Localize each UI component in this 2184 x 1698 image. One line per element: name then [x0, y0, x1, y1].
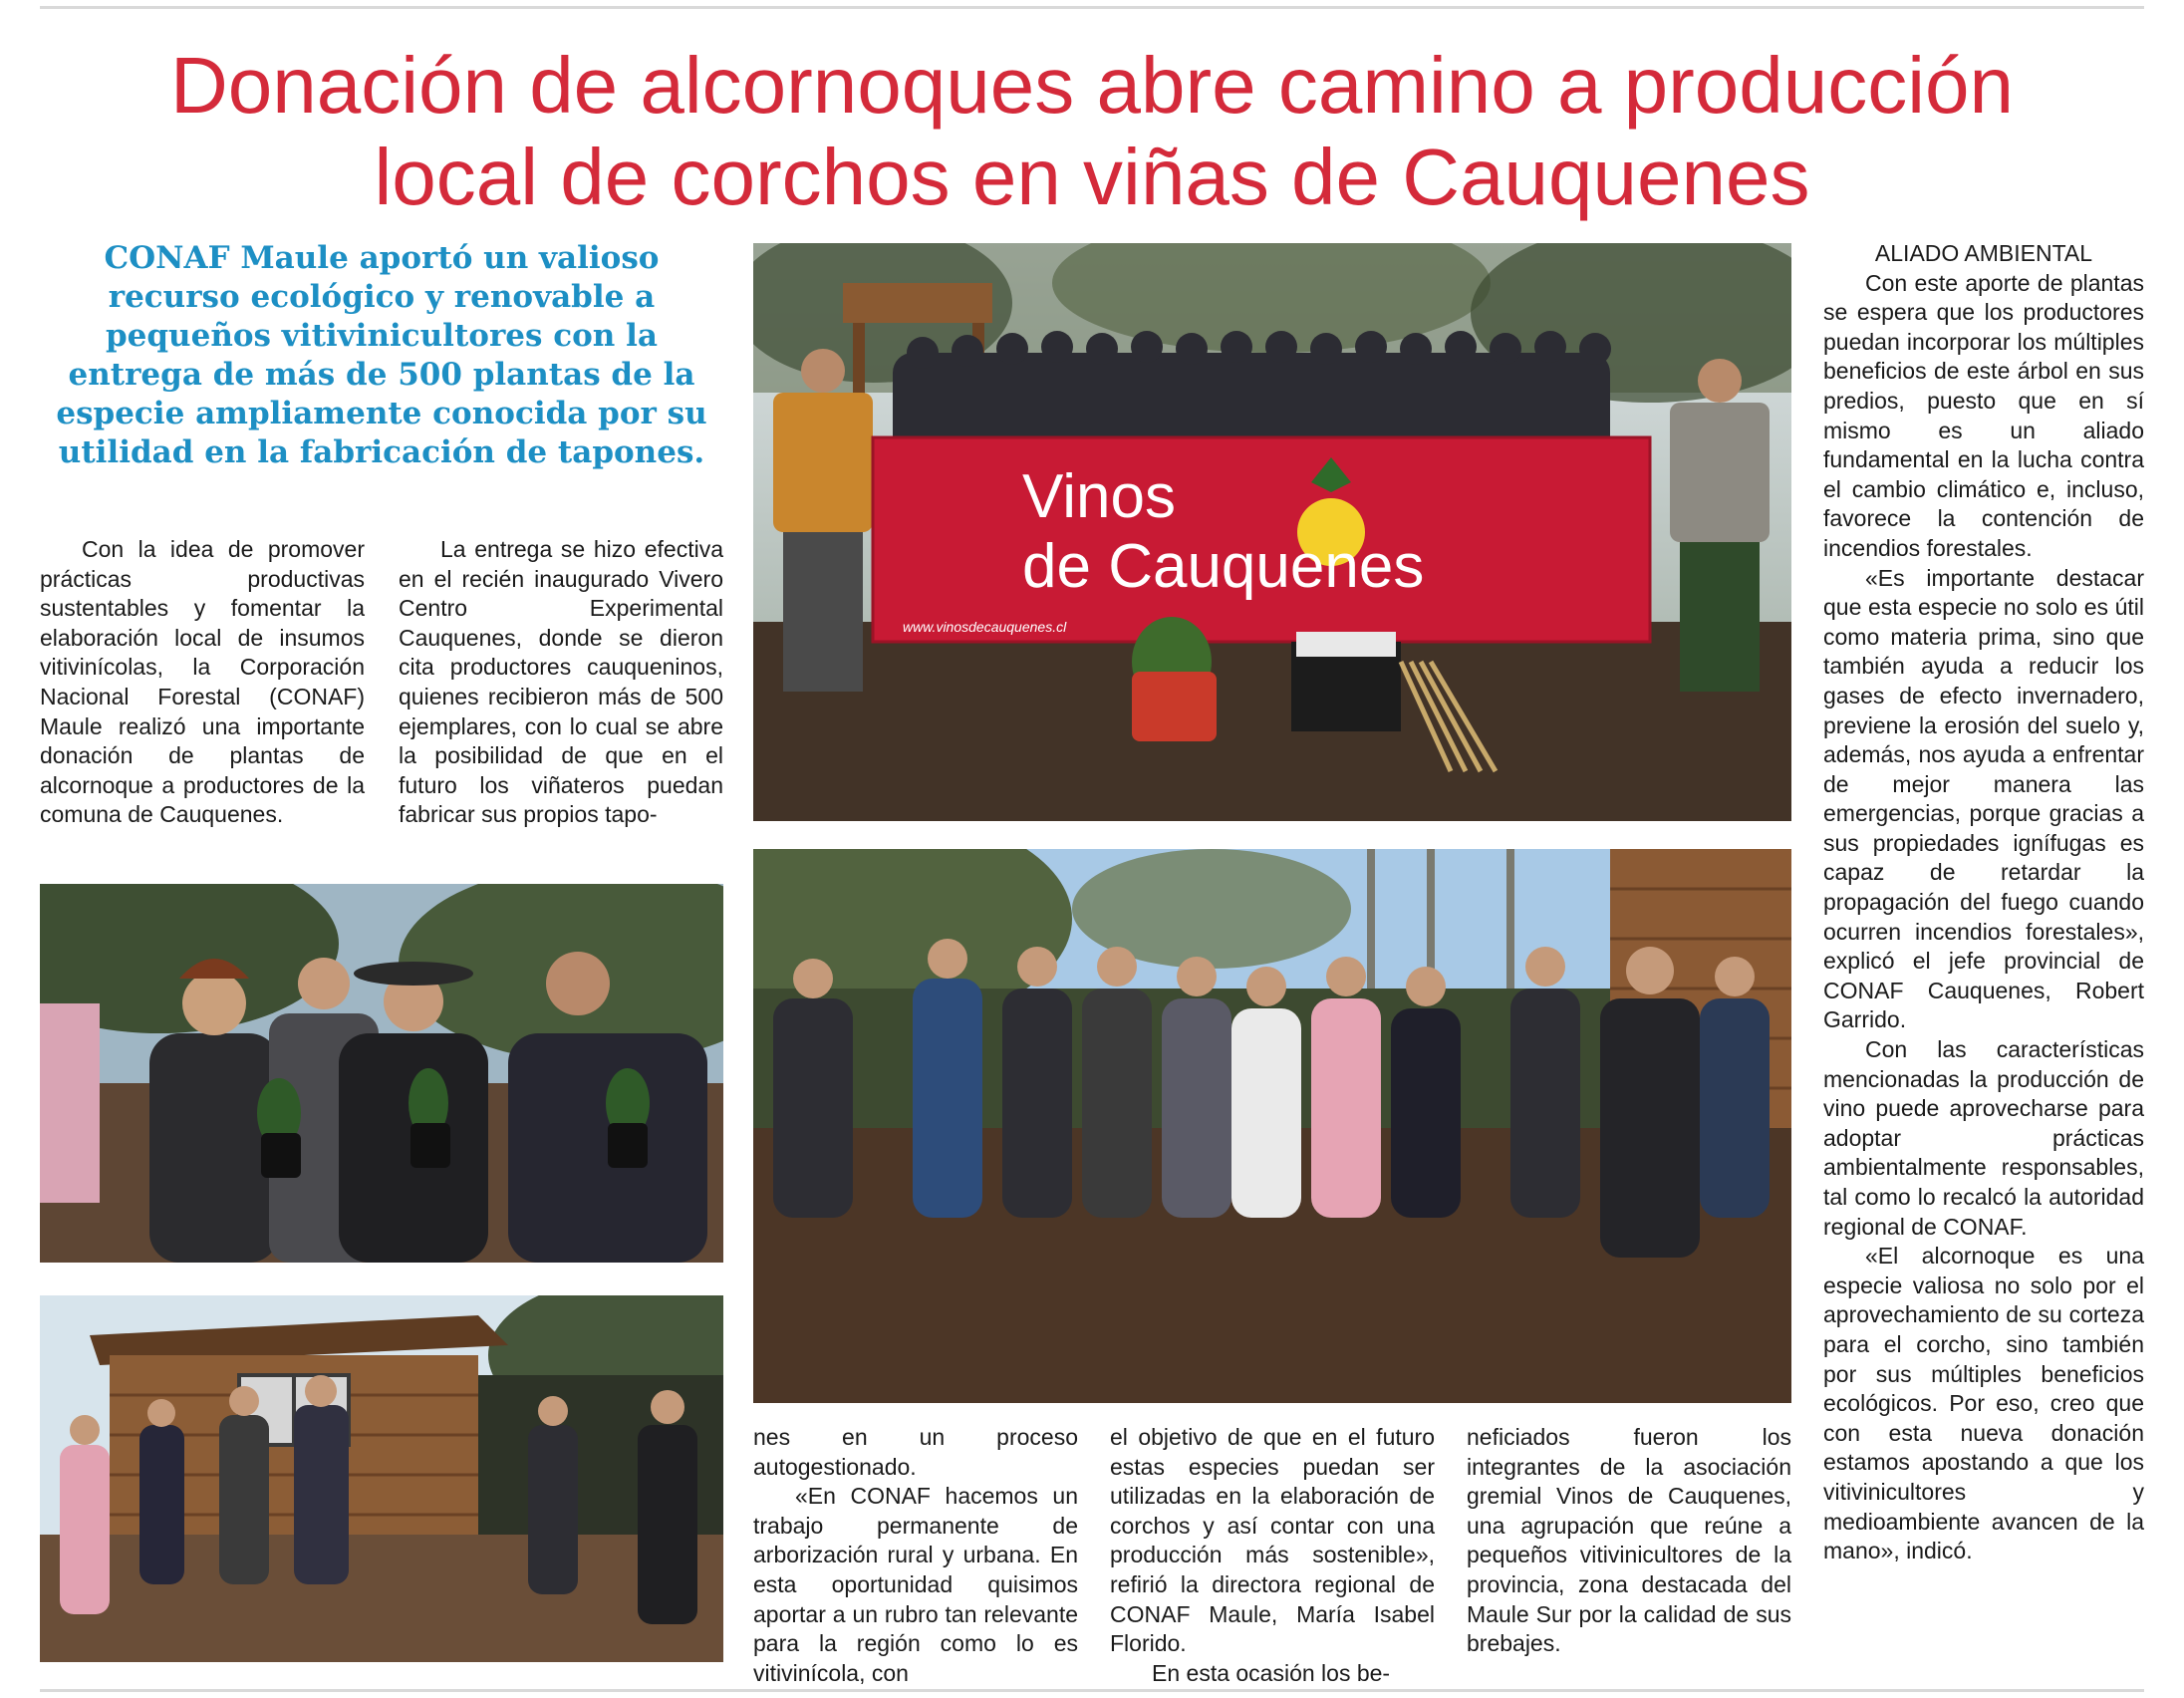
bottom-rule [40, 1689, 2144, 1692]
headline-line-2: local de corchos en viñas de Cauquenes [374, 133, 1810, 221]
paragraph: La entrega se hizo efectiva en el recién inaugurado Vivero Centro Experimental Cauquenes, donde se dieron cita productores cauqueninos, quienes recibieron más de 500 ejemplares, con lo cual se abre la posibilidad de que en el futuro los viñateros puedan fabricar sus propios tapo- [399, 536, 723, 828]
paragraph: el objetivo de que en el futuro estas especies puedan ser utilizadas en la elaboración de corchos y así contar con una producción más sostenible», refirió la directora regional de CONAF Maule, María Isabel Florido. [1110, 1424, 1435, 1657]
body-column-5 [1467, 1423, 1791, 1659]
paragraph: «Es importante destacar que esta especie no solo es útil como materia prima, sino que también ayuda a reducir los gases de efecto invernadero, previene la erosión del suelo y, además, nos ayuda a enfrentar de mejor manera las emergencias, porque gracias a sus propiedades ignífugas es capaz de retardar la propagación del fuego cuando ocurren incendios forestales», explicó el jefe provincial de CONAF Cauquenes, Robert Garrido. [1823, 564, 2144, 1033]
paragraph: Con este aporte de plantas se espera que los productores puedan incorporar los múltiples beneficios de este árbol en sus predios, puesto que en sí mismo es un aliado fundamental en la lucha contra el cambio climático e, incluso, favorece la contención de incendios forestales. [1823, 269, 2144, 561]
section-heading: ALIADO AMBIENTAL [1874, 240, 2093, 266]
photo-cabin-group [40, 1295, 723, 1662]
body-column-4 [1110, 1423, 1435, 1688]
headline [40, 40, 2144, 223]
photo-four-people [40, 884, 723, 1263]
sidebar-column [1823, 239, 2144, 1566]
headline-line-1: Donación de alcornoques abre camino a producción [169, 41, 2015, 130]
paragraph: «En CONAF hacemos un trabajo permanente de arborización rural y urbana. En esta oportunidad quisimos aportar a un rubro tan relevante para la región como lo es vitivinícola, con [753, 1483, 1078, 1686]
banner-text-line-1: Vinos [1022, 462, 1176, 531]
paragraph: neficiados fueron los integrantes de la asociación gremial Vinos de Cauquenes, una agrupación que reúne a pequeños vitivinicultores de la provincia, zona destacada del Maule Sur por la calidad de sus brebajes. [1467, 1424, 1791, 1657]
paragraph: Con las características mencionadas la producción de vino puede aprovecharse para adoptar prácticas ambientalmente responsables, tal como lo recalcó la autoridad regional de CONAF. [1823, 1036, 2144, 1240]
body-column-1 [40, 535, 365, 830]
paragraph: nes en un proceso autogestionado. [753, 1424, 1078, 1480]
top-rule [40, 6, 2144, 9]
body-column-3 [753, 1423, 1078, 1688]
paragraph: «El alcornoque es una especie valiosa no solo por el aprovechamiento de su corteza para el corcho, sino también por sus múltiples beneficios ecológicos. Por eso, creo que con esta nueva donación estamos apostando a que los vitivinicultores y medioambiente avancen de la mano», indicó. [1823, 1243, 2144, 1564]
body-column-2 [399, 535, 723, 830]
banner-url: www.vinosdecauquenes.cl [903, 619, 1067, 635]
photo-group-banner [753, 243, 1791, 821]
banner-text-line-2: de Cauquenes [1022, 532, 1425, 601]
lead-paragraph: CONAF Maule aportó un valioso recurso ecológico y renovable a pequeños vitivinicultores con la entrega de más de 500 plantas de la especie ampliamente conocida por su utilidad en la fabricación de tapones. [56, 240, 707, 470]
paragraph: Con la idea de promover prácticas productivas sustentables y fomentar la elaboración local de insumos vitivinícolas, la Corporación Nacional Forestal (CONAF) Maule realizó una importante donación de plantas de alcornoque a productores de la comuna de Cauquenes. [40, 536, 365, 828]
photo-group-circle [753, 849, 1791, 1403]
paragraph: En esta ocasión los be- [1152, 1659, 1391, 1686]
